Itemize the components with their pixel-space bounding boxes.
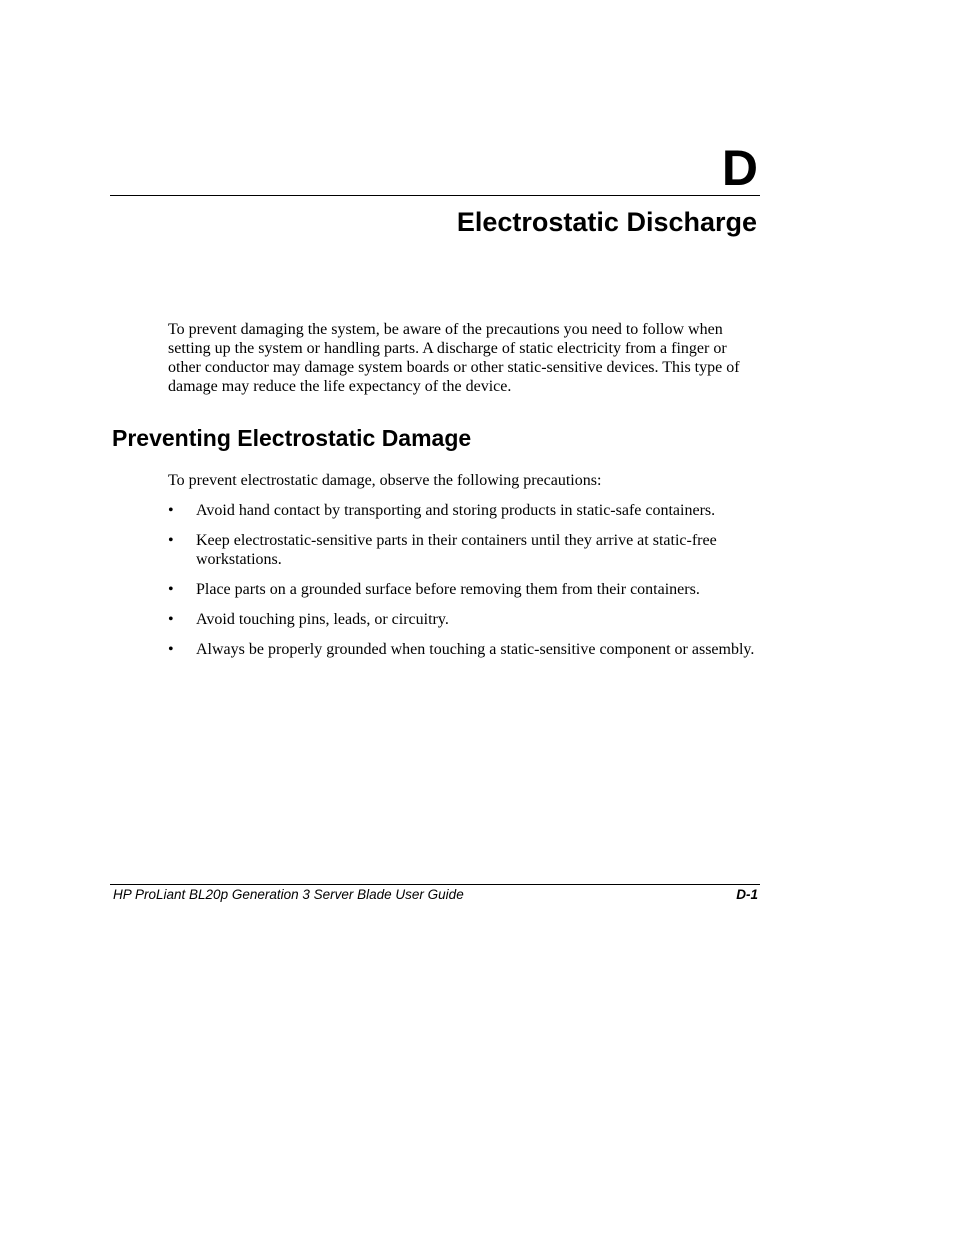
list-item: [168, 501, 768, 520]
bullet-icon: •: [168, 502, 174, 519]
bullet-icon: •: [168, 641, 174, 658]
list-item: [168, 640, 768, 659]
section-heading: Preventing Electrostatic Damage: [112, 425, 472, 451]
list-item-text: Avoid touching pins, leads, or circuitry.: [196, 611, 449, 628]
intro-paragraph: To prevent damaging the system, be aware of the precautions you need to follow when setting up the system or handling parts. A discharge of static electricity from a finger or other conductor may damage system boards or other static-sensitive devices. This type of damage may reduce the life expectancy of the device.: [168, 321, 740, 395]
list-item: [168, 580, 768, 599]
list-item-text: Always be properly grounded when touching a static-sensitive component or assembly.: [196, 641, 755, 658]
bullet-icon: •: [168, 581, 174, 598]
list-item: [168, 531, 768, 569]
list-item-text: Place parts on a grounded surface before removing them from their containers.: [196, 581, 700, 598]
bullet-icon: •: [168, 611, 174, 628]
list-item-text: Keep electrostatic-sensitive parts in their containers until they arrive at static-free workstations.: [196, 532, 717, 568]
chapter-title: Electrostatic Discharge: [456, 207, 757, 237]
footer-title: HP ProLiant BL20p Generation 3 Server Blade User Guide: [113, 887, 464, 902]
chapter-letter: D: [721, 140, 758, 196]
list-item: [168, 610, 768, 629]
page-number: D-1: [736, 887, 758, 902]
bullet-icon: •: [168, 532, 174, 549]
chapter-divider: [110, 195, 760, 196]
precautions-list: [168, 501, 768, 670]
list-item-text: Avoid hand contact by transporting and storing products in static-safe containers.: [196, 502, 716, 519]
footer-divider: [110, 884, 760, 885]
section-lead: To prevent electrostatic damage, observe the following precautions:: [168, 472, 602, 489]
